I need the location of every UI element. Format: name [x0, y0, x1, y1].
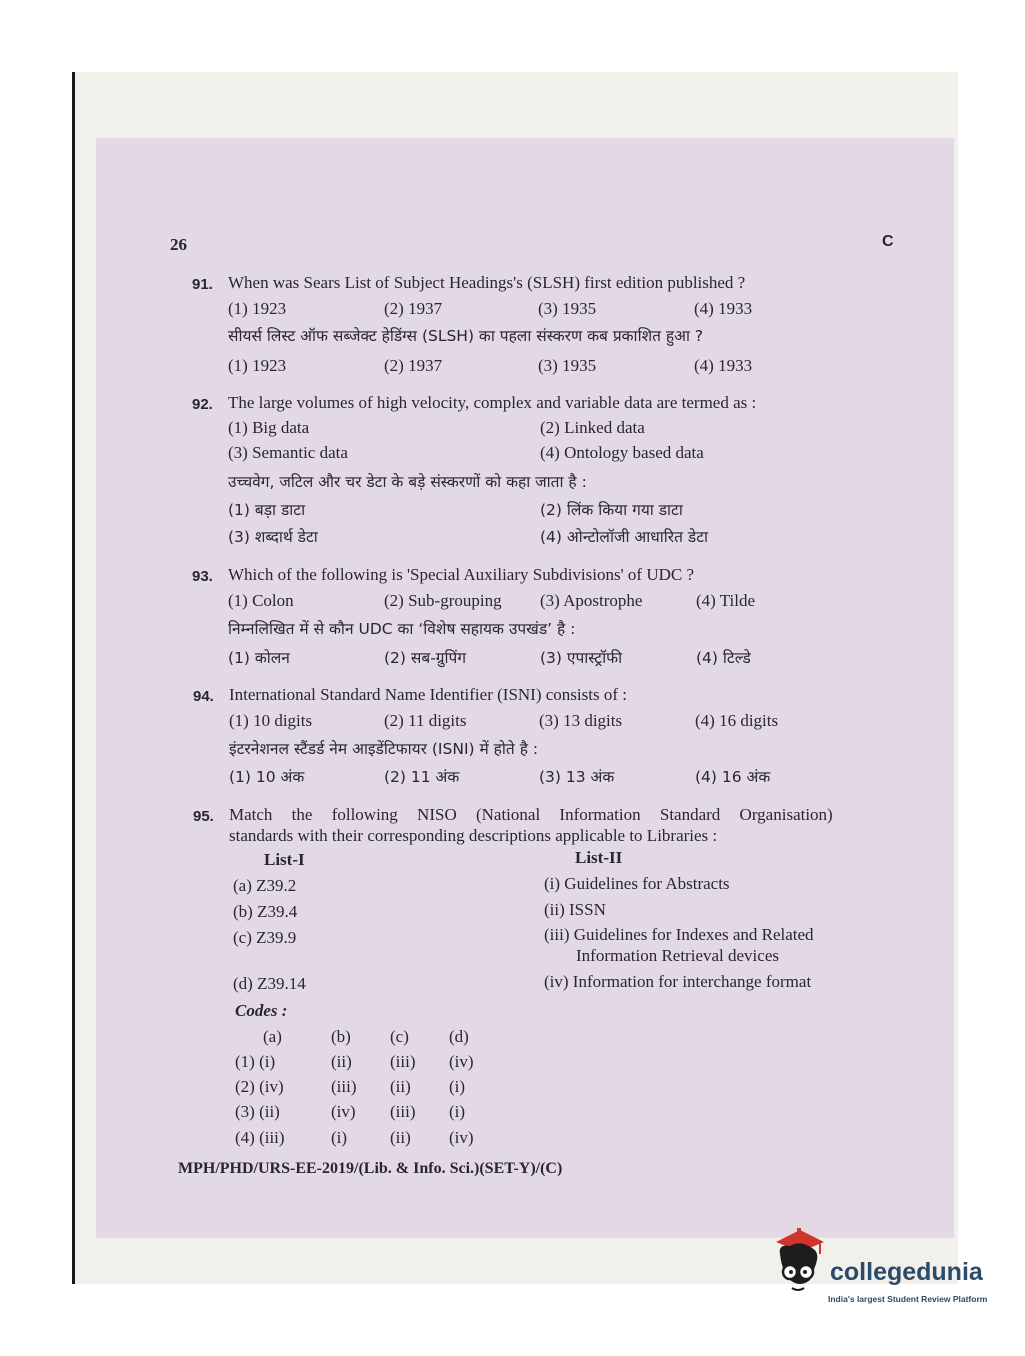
list2-item: (i) Guidelines for Abstracts [544, 874, 730, 893]
option: (2) Linked data [540, 418, 645, 437]
list2-item: (ii) ISSN [544, 900, 606, 919]
code-cell: (i) [449, 1102, 466, 1121]
option: (4) टिल्डे [696, 649, 751, 667]
option: (4) Tilde [696, 591, 756, 610]
option: (4) Ontology based data [540, 443, 704, 462]
option: (1) Big data [228, 418, 310, 437]
question-text-en: When was Sears List of Subject Headings's (SLSH) first edition published ? [228, 273, 746, 292]
option: (4) 1933 [694, 299, 753, 318]
code-cell: (ii) [390, 1077, 411, 1096]
question-number: 91. [192, 276, 213, 293]
option: (3) 13 digits [539, 711, 623, 730]
collegedunia-logo[interactable] [770, 1222, 1000, 1317]
list1-header: List-I [264, 850, 305, 869]
option: (1) Colon [228, 591, 294, 610]
question-text-hi: निम्नलिखित में से कौन UDC का ‘विशेष सहायक उपखंड’ है : [228, 620, 576, 638]
code-cell: (1) (i) [235, 1052, 276, 1071]
mascot-icon [770, 1222, 828, 1302]
option: (1) बड़ा डाटा [228, 501, 306, 519]
question-number: 92. [192, 396, 213, 413]
option: (1) कोलन [228, 649, 290, 667]
option: (2) 11 अंक [384, 768, 460, 786]
option: (1) 10 digits [229, 711, 313, 730]
codes-header: (a) [263, 1027, 282, 1046]
list1-item: (d) Z39.14 [233, 974, 306, 993]
option: (3) एपास्ट्रॉफी [540, 649, 623, 667]
option: (4) 1933 [694, 356, 753, 375]
option: (2) 1937 [384, 299, 443, 318]
option: (3) 13 अंक [539, 768, 615, 786]
exam-code-footer: MPH/PHD/URS-EE-2019/(Lib. & Info. Sci.)(SET-Y)/(C) [178, 1160, 563, 1177]
question-text-hi: उच्चवेग, जटिल और चर डेटा के बड़े संस्करणों को कहा जाता है : [228, 473, 587, 491]
question-text-hi: इंटरनेशनल स्टैंडर्ड नेम आइडेंटिफायर (ISNI) में होते है : [229, 740, 539, 758]
option: (2) 1937 [384, 356, 443, 375]
option: (1) 10 अंक [229, 768, 305, 786]
question-text-hi: सीयर्स लिस्ट ऑफ सब्जेक्ट हेडिंग्स (SLSH) का पहला संस्करण कब प्रकाशित हुआ ? [228, 327, 704, 345]
logo-wordmark: collegedunia [830, 1258, 983, 1286]
code-cell: (iv) [449, 1052, 474, 1071]
option: (3) शब्दार्थ डेटा [228, 528, 318, 546]
list2-header: List-II [575, 848, 623, 867]
logo-tagline: India's largest Student Review Platform [828, 1294, 988, 1304]
list1-item: (a) Z39.2 [233, 876, 297, 895]
list1-item: (c) Z39.9 [233, 928, 297, 947]
set-code: C [882, 233, 894, 250]
page-number: 26 [170, 235, 187, 254]
codes-header: (c) [390, 1027, 409, 1046]
list2-item: Information Retrieval devices [576, 946, 779, 965]
code-cell: (2) (iv) [235, 1077, 284, 1096]
option: (2) लिंक किया गया डाटा [540, 501, 683, 519]
option: (3) 1935 [538, 356, 597, 375]
question-text-en: Match the following NISO (National Information Standard Organisation) [229, 805, 833, 824]
option: (3) Apostrophe [540, 591, 643, 610]
question-number: 95. [193, 808, 214, 825]
question-number: 94. [193, 688, 214, 705]
option: (2) 11 digits [384, 711, 467, 730]
question-text-en: Which of the following is 'Special Auxiliary Subdivisions' of UDC ? [228, 565, 695, 584]
codes-label: Codes : [235, 1001, 288, 1020]
code-cell: (ii) [390, 1128, 411, 1147]
code-cell: (iv) [331, 1102, 356, 1121]
code-cell: (i) [331, 1128, 348, 1147]
option: (4) ओन्टोलॉजी आधारित डेटा [540, 528, 709, 546]
codes-header: (b) [331, 1027, 351, 1046]
option: (4) 16 अंक [695, 768, 771, 786]
code-cell: (i) [449, 1077, 466, 1096]
option: (2) Sub-grouping [384, 591, 502, 610]
code-cell: (iv) [449, 1128, 474, 1147]
code-cell: (iii) [390, 1102, 416, 1121]
option: (2) सब-ग्रुपिंग [384, 649, 467, 667]
option: (1) 1923 [228, 356, 287, 375]
code-cell: (iii) [390, 1052, 416, 1071]
option: (4) 16 digits [695, 711, 779, 730]
list1-item: (b) Z39.4 [233, 902, 298, 921]
codes-header: (d) [449, 1027, 469, 1046]
option: (3) 1935 [538, 299, 597, 318]
code-cell: (3) (ii) [235, 1102, 280, 1121]
code-cell: (ii) [331, 1052, 352, 1071]
code-cell: (4) (iii) [235, 1128, 285, 1147]
question-text-en: standards with their corresponding descriptions applicable to Libraries : [229, 826, 718, 845]
list2-item: (iv) Information for interchange format [544, 972, 812, 991]
option: (3) Semantic data [228, 443, 348, 462]
question-number: 93. [192, 568, 213, 585]
option: (1) 1923 [228, 299, 287, 318]
list2-item: (iii) Guidelines for Indexes and Related [544, 925, 814, 944]
code-cell: (iii) [331, 1077, 357, 1096]
question-text-en: International Standard Name Identifier (ISNI) consists of : [229, 685, 627, 704]
question-text-en: The large volumes of high velocity, complex and variable data are termed as : [228, 393, 757, 412]
